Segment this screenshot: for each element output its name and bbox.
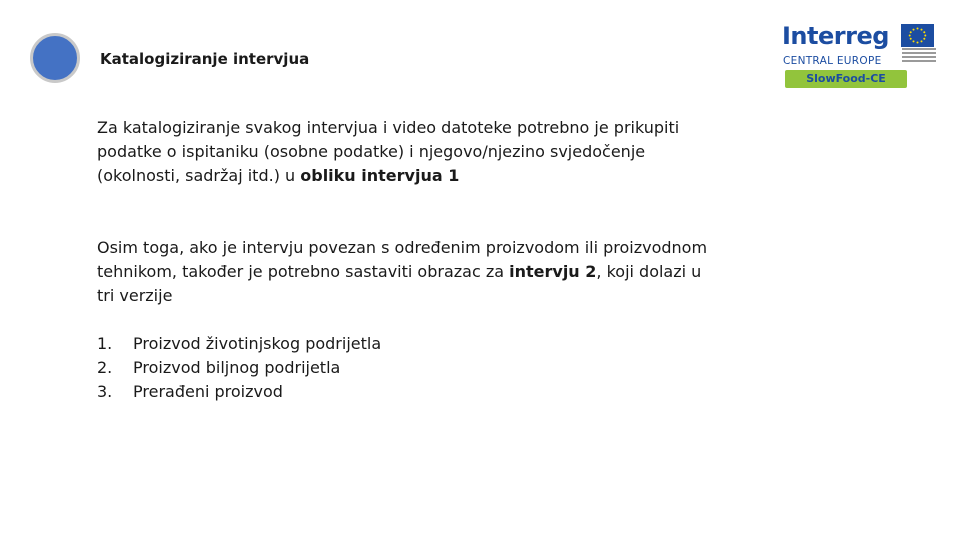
paragraph-2-bold: intervju 2 bbox=[509, 262, 597, 281]
list-label: Proizvod biljnog podrijetla bbox=[133, 358, 341, 377]
paragraph-1-text: Za katalogiziranje svakog intervjua i video datoteke potrebno je prikupiti podatke o ispitaniku (osobne podatke) i njegovo/njezino svjedočenje (okolnosti, sadržaj itd.) u bbox=[97, 118, 680, 185]
paragraph-2-text: Osim toga, ako je intervju povezan s određenim proizvodom ili proizvodnom tehnikom, također je potrebno sastaviti obrazac za bbox=[97, 238, 708, 281]
list-item bbox=[97, 356, 717, 380]
eu-fund-text-icon bbox=[902, 48, 936, 64]
logo-project-badge: SlowFood-CE bbox=[785, 70, 907, 88]
product-type-list bbox=[97, 332, 717, 404]
list-label: Proizvod životinjskog podrijetla bbox=[133, 334, 382, 353]
paragraph-interview-form-1 bbox=[97, 116, 717, 188]
list-label: Prerađeni proizvod bbox=[133, 382, 283, 401]
interreg-logo bbox=[782, 22, 937, 90]
eu-flag-icon bbox=[901, 24, 934, 47]
slide-body bbox=[97, 116, 717, 404]
logo-region-text: CENTRAL EUROPE bbox=[783, 55, 882, 67]
list-number: 3. bbox=[97, 382, 113, 401]
list-number: 2. bbox=[97, 358, 113, 377]
slide-title: Katalogiziranje intervjua bbox=[100, 50, 310, 68]
list-item bbox=[97, 380, 717, 404]
paragraph-2-text-after: , koji dolazi u tri verzije bbox=[97, 262, 702, 305]
logo-brand-text: Interreg bbox=[782, 22, 889, 50]
title-bullet-circle bbox=[30, 33, 80, 83]
list-item bbox=[97, 332, 717, 356]
paragraph-1-bold: obliku intervjua 1 bbox=[300, 166, 460, 185]
list-number: 1. bbox=[97, 334, 113, 353]
paragraph-interview-form-2 bbox=[97, 236, 717, 308]
